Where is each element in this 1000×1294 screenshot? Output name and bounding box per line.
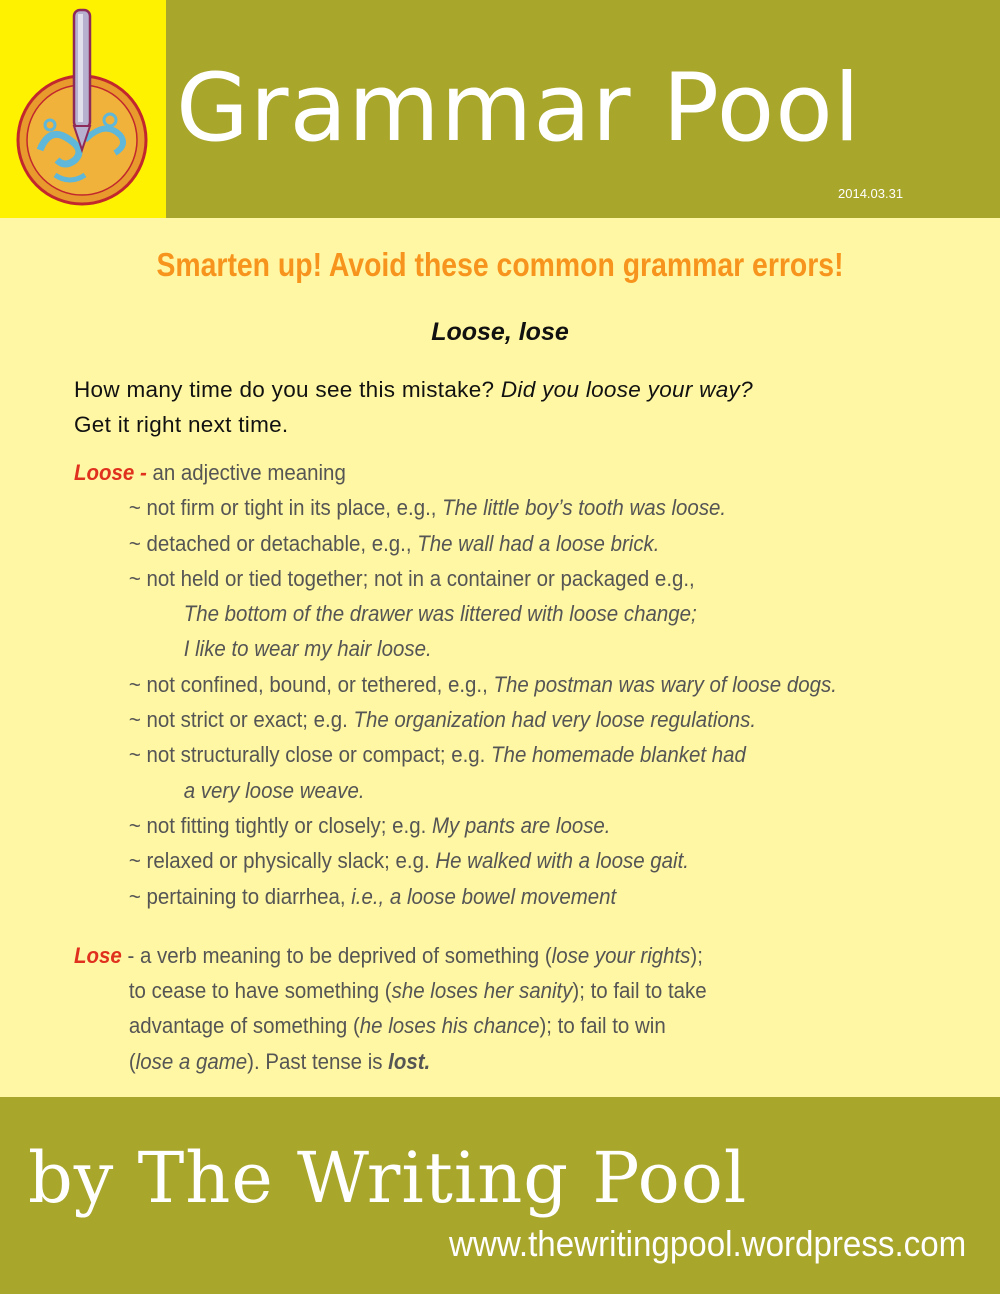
item-example: i.e., a loose bowel movement <box>351 883 617 909</box>
item-example: I like to wear my hair loose. <box>183 636 432 662</box>
list-item <box>74 561 837 596</box>
item-text: ~ not held or tied together; not in a container or packaged e.g., <box>128 565 695 591</box>
item-example: He walked with a loose gait. <box>435 848 689 874</box>
item-text: ~ not strict or exact; e.g. <box>128 707 354 733</box>
lose-example: lose a game <box>135 1048 248 1074</box>
term-dash: - <box>134 460 147 485</box>
item-example: The postman was wary of loose dogs. <box>493 671 837 697</box>
lose-example: she loses her sanity <box>391 978 573 1004</box>
lose-text: ); to fail to take <box>572 978 707 1004</box>
loose-meaning: an adjective meaning <box>146 460 346 485</box>
lose-example: he loses his chance <box>359 1013 540 1039</box>
headline: Smarten up! Avoid these common grammar errors! <box>156 246 844 283</box>
list-item <box>74 843 837 878</box>
byline: by The Writing Pool <box>28 1137 748 1219</box>
footer-banner <box>0 1097 1000 1294</box>
list-item <box>74 526 837 561</box>
intro-line-2: Get it right next time. <box>74 412 289 437</box>
item-text: ~ not fitting tightly or closely; e.g. <box>128 812 432 838</box>
item-text: ~ detached or detachable, e.g., <box>128 530 418 556</box>
loose-heading <box>74 455 837 490</box>
intro-text: How many time do you see this mistake? <box>74 377 501 402</box>
list-item <box>74 808 837 843</box>
date-label: 2014.03.31 <box>838 186 904 201</box>
definitions <box>74 455 894 1079</box>
lose-text: ). Past tense is <box>247 1048 389 1074</box>
item-example: The little boy’s tooth was loose. <box>442 495 727 521</box>
item-example: My pants are loose. <box>431 812 611 838</box>
website-link[interactable]: www.thewritingpool.wordpress.com <box>448 1223 966 1264</box>
lose-text: advantage of something ( <box>128 1013 360 1039</box>
item-text: ~ not confined, bound, or tethered, e.g., <box>128 671 494 697</box>
lose-line-2 <box>74 973 837 1008</box>
item-text: ~ not structurally close or compact; e.g. <box>128 742 492 768</box>
header-banner <box>0 0 1000 218</box>
item-example: The wall had a loose brick. <box>417 530 660 556</box>
spacer <box>74 914 894 938</box>
intro-paragraph <box>74 372 753 442</box>
list-item-continuation <box>74 773 837 808</box>
list-item-continuation <box>74 631 837 666</box>
lose-line-3 <box>74 1008 837 1043</box>
item-example: a very loose weave. <box>183 777 365 803</box>
list-item-continuation <box>74 596 837 631</box>
lose-text: ); to fail to win <box>539 1013 666 1039</box>
lose-text: ); <box>690 942 703 968</box>
pen-logo-icon <box>0 0 166 218</box>
term-lose: Lose <box>74 942 122 968</box>
item-example: The homemade blanket had <box>491 742 746 768</box>
lose-text: to cease to have something ( <box>128 978 392 1004</box>
list-item <box>74 667 837 702</box>
list-item <box>74 879 837 914</box>
item-example: The bottom of the drawer was littered with loose change; <box>183 601 697 627</box>
item-text: ~ relaxed or physically slack; e.g. <box>128 848 436 874</box>
lose-text: ( <box>128 1048 136 1074</box>
list-item <box>74 490 837 525</box>
lose-line-4 <box>74 1044 837 1079</box>
past-tense: lost. <box>388 1048 431 1074</box>
lose-text: - a verb meaning to be deprived of something ( <box>121 942 552 968</box>
lose-example: lose your rights <box>551 942 691 968</box>
list-item <box>74 702 837 737</box>
intro-line-1 <box>74 372 753 407</box>
term-loose: Loose <box>74 460 135 485</box>
logo <box>0 0 166 218</box>
page-title: Grammar Pool <box>176 54 861 163</box>
item-text: ~ not firm or tight in its place, e.g., <box>128 495 443 521</box>
lose-line-1 <box>74 938 837 973</box>
item-text: ~ pertaining to diarrhea, <box>128 883 352 909</box>
list-item <box>74 737 837 772</box>
subtitle: Loose, lose <box>431 318 569 346</box>
item-example: The organization had very loose regulations. <box>353 707 757 733</box>
intro-example: Did you loose your way? <box>500 377 753 402</box>
